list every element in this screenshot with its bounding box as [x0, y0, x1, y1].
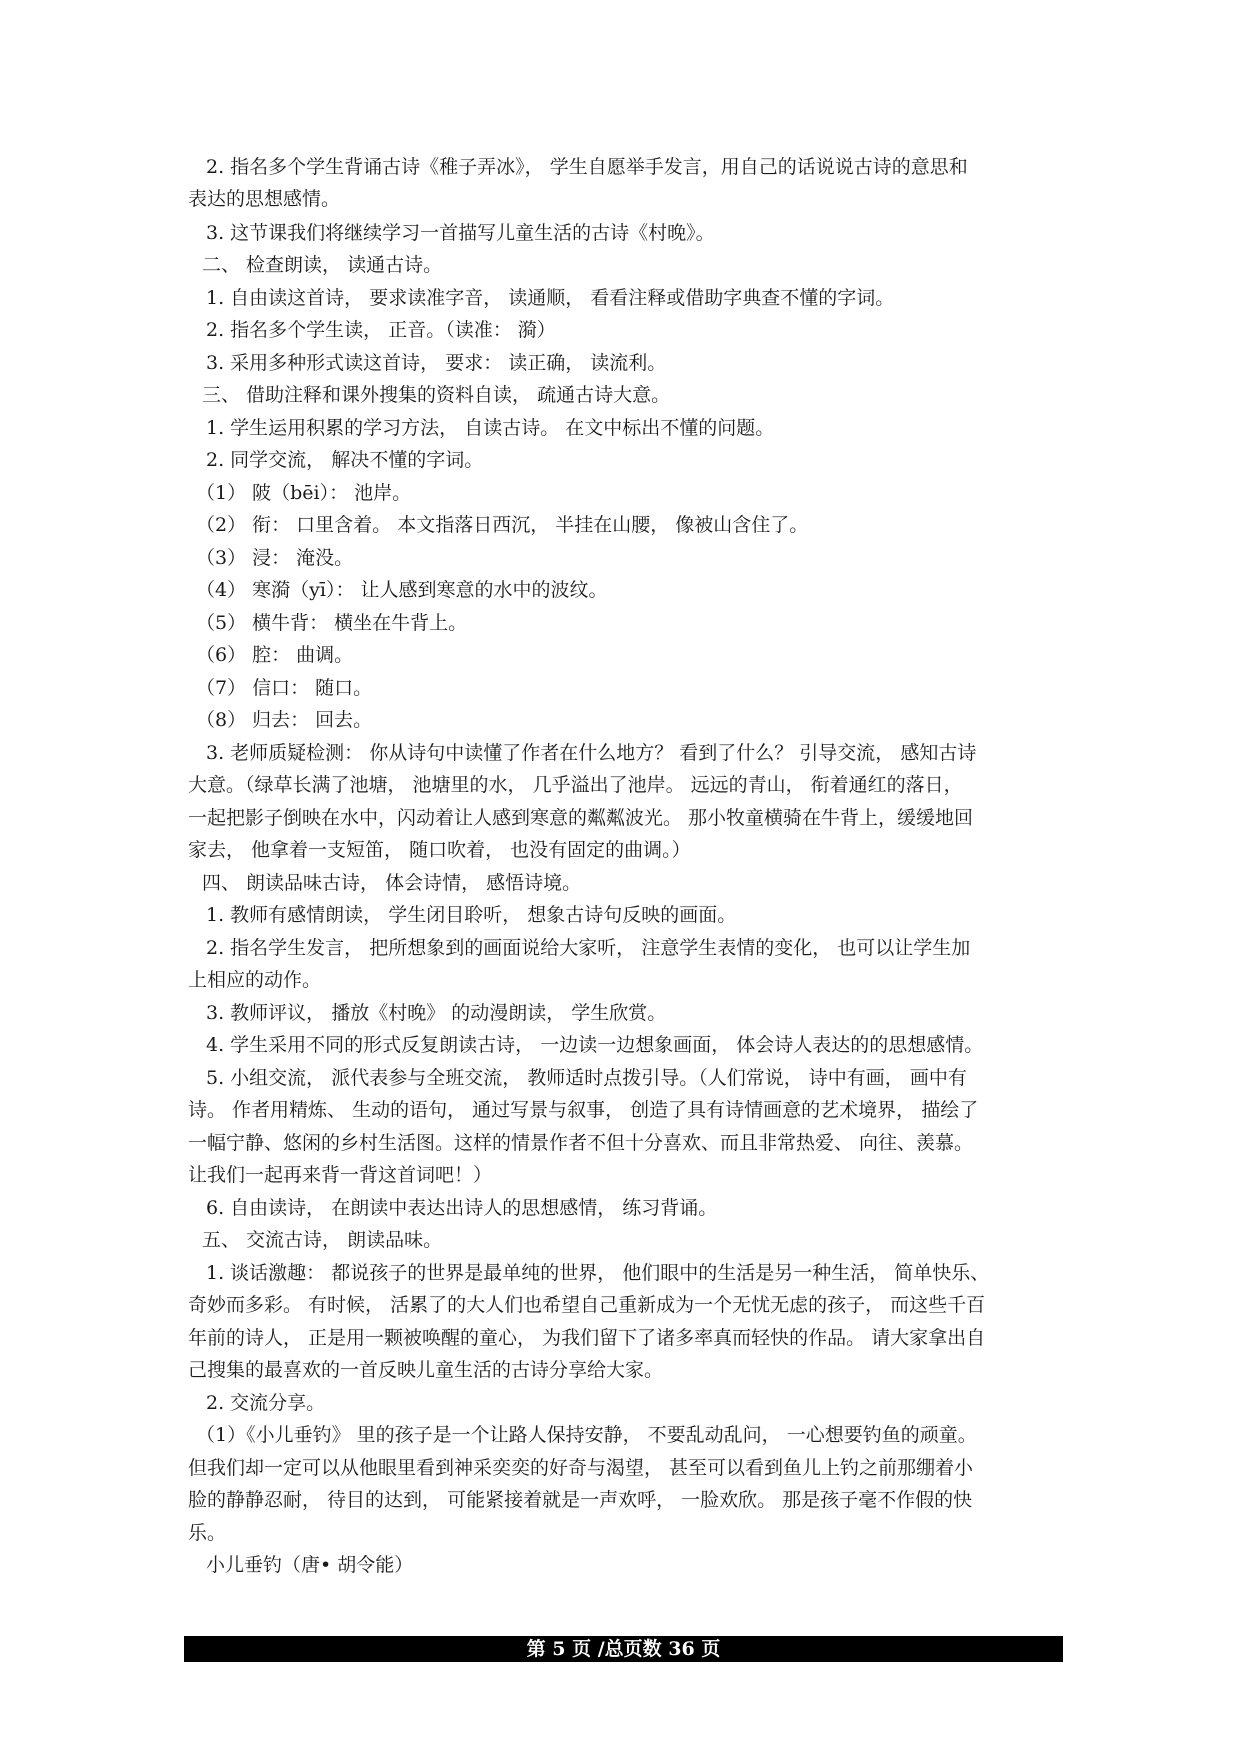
section-heading: 三、 借助注释和课外搜集的资料自读， 疏通古诗大意。 [202, 384, 671, 406]
text-line: 4. 学生采用不同的形式反复朗读古诗， 一边读一边想象画面， 体会诗人表达的的思想感情。 [206, 1034, 984, 1056]
glossary-item: （1） 陂（bēi）： 池岸。 [196, 482, 412, 504]
text-line: 3. 老师质疑检测： 你从诗句中读懂了作者在什么地方？ 看到了什么？ 引导交流， 感知古诗 [206, 742, 977, 764]
text-line: 2. 同学交流， 解决不懂的字词。 [206, 449, 484, 471]
text-line: 己搜集的最喜欢的一首反映儿童生活的古诗分享给大家。 [188, 1359, 664, 1381]
text-line: 年前的诗人， 正是用一颗被唤醒的童心， 为我们留下了诸多率真而轻快的作品。 请大家拿出自 [188, 1327, 986, 1349]
glossary-item: （7） 信口： 随口。 [196, 677, 373, 699]
text-line: 家去， 他拿着一支短笛， 随口吹着， 也没有固定的曲调。） [188, 839, 691, 861]
poem-title: 小儿垂钓（唐• 胡令能） [206, 1554, 414, 1576]
section-heading: 二、 检查朗读， 读通古诗。 [202, 254, 443, 276]
text-line: 脸的静静忍耐， 待目的达到， 可能紧接着就是一声欢呼， 一脸欢欣。 那是孩子毫不作假的快 [188, 1489, 973, 1511]
text-line: 诗。 作者用精炼、 生动的语句， 通过写景与叙事， 创造了具有诗情画意的艺术境界， 描绘了 [188, 1099, 979, 1121]
text-line: 3. 教师评议， 播放《村晚》 的动漫朗读， 学生欣赏。 [206, 1002, 667, 1024]
section-heading: 五、 交流古诗， 朗读品味。 [202, 1229, 443, 1251]
text-line: 3. 这节课我们将继续学习一首描写儿童生活的古诗《村晚》。 [206, 222, 715, 244]
text-line: 2. 指名学生发言， 把所想象到的画面说给大家听， 注意学生表情的变化， 也可以让学生加 [206, 937, 971, 959]
text-line: 让我们一起再来背一背这首词吧！） [188, 1164, 493, 1186]
text-line: （1）《小儿垂钓》 里的孩子是一个让路人保持安静， 不要乱动乱问， 一心想要钓鱼的顽童。 [196, 1424, 977, 1446]
text-line: 大意。（绿草长满了池塘， 池塘里的水， 几乎溢出了池岸。 远远的青山， 衔着通红的落日， [188, 774, 963, 796]
text-line: 但我们却一定可以从他眼里看到神采奕奕的好奇与渴望， 甚至可以看到鱼儿上钓之前那绷着小 [188, 1457, 974, 1479]
text-line: 2. 交流分享。 [206, 1392, 326, 1414]
glossary-item: （2） 衔： 口里含着。 本文指落日西沉， 半挂在山腰， 像被山含住了。 [196, 514, 809, 536]
glossary-item: （4） 寒漪（yī）： 让人感到寒意的水中的波纹。 [196, 579, 608, 601]
glossary-item: （5） 横牛背： 横坐在牛背上。 [196, 612, 468, 634]
text-line: 一起把影子倒映在水中，闪动着让人感到寒意的粼粼波光。 那小牧童横骑在牛背上，缓缓地回 [188, 807, 974, 829]
glossary-item: （3） 浸： 淹没。 [196, 547, 354, 569]
text-line: 上相应的动作。 [188, 969, 322, 991]
text-line: 1. 教师有感情朗读， 学生闭目聆听， 想象古诗句反映的画面。 [206, 904, 737, 926]
text-line: 一幅宁静、悠闲的乡村生活图。这样的情景作者不但十分喜欢、而且非常热爱、 向往、羡慕。 [188, 1132, 974, 1154]
text-line: 1. 谈话激趣： 都说孩子的世界是最单纯的世界， 他们眼中的生活是另一种生活， 简单快乐、 [206, 1262, 990, 1284]
glossary-item: （6） 腔： 曲调。 [196, 644, 354, 666]
text-line: 奇妙而多彩。 有时候， 活累了的大人们也希望自己重新成为一个无忧无虑的孩子， 而这些千百 [188, 1294, 986, 1316]
text-line: 1. 学生运用积累的学习方法， 自读古诗。 在文中标出不懂的问题。 [206, 417, 775, 439]
text-line: 6. 自由读诗， 在朗读中表达出诗人的思想感情， 练习背诵。 [206, 1197, 718, 1219]
text-line: 1. 自由读这首诗， 要求读准字音， 读通顺， 看看注释或借助字典查不懂的字词。 [206, 287, 895, 309]
section-heading: 四、 朗读品味古诗， 体会诗情， 感悟诗境。 [202, 872, 582, 894]
text-line: 5. 小组交流， 派代表参与全班交流， 教师适时点拨引导。（人们常说， 诗中有画， 画中有 [206, 1067, 967, 1089]
text-line: 乐。 [188, 1522, 227, 1544]
text-line: 3. 采用多种形式读这首诗， 要求： 读正确， 读流利。 [206, 352, 667, 374]
text-line: 表达的思想感情。 [188, 188, 341, 210]
text-line: 2. 指名多个学生背诵古诗《稚子弄冰》， 学生自愿举手发言，用自己的话说说古诗的意思和 [206, 156, 968, 178]
glossary-item: （8） 归去： 回去。 [196, 709, 373, 731]
text-line: 2. 指名多个学生读， 正音。（读准： 漪） [206, 319, 556, 341]
page-footer: 第 5 页 /总页数 36 页 [184, 1636, 1063, 1662]
